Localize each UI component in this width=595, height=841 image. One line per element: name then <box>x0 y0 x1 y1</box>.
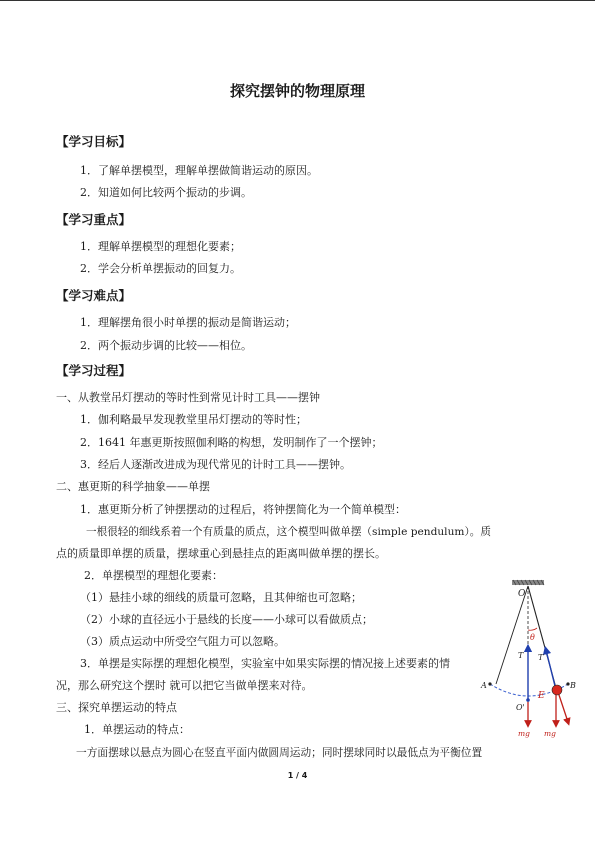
process-line: 一、从教堂吊灯摆动的等时性到常见计时工具——摆钟 <box>56 391 320 404</box>
process-line: 3．经后人逐渐改进成为现代常见的计时工具——摆钟。 <box>80 458 351 471</box>
label-mg-left: mg <box>518 729 530 738</box>
goal-item-1: 1．了解单摆模型，理解单摆做简谐运动的原因。 <box>80 164 318 177</box>
string-left <box>496 586 528 684</box>
label-b: B <box>570 681 576 690</box>
process-line: 2．单摆模型的理想化要素： <box>84 569 223 582</box>
top-border <box>0 0 595 1</box>
process-line: （3）质点运动中所受空气阻力可以忽略。 <box>80 635 285 648</box>
label-theta: θ <box>530 633 535 642</box>
heading-goals: 【学习目标】 <box>56 134 132 149</box>
process-line: 况，那么研究这个摆时 就可以把它当做单摆来对待。 <box>56 679 313 692</box>
process-line: 三、探究单摆运动的特点 <box>56 701 177 714</box>
label-o-bottom: O' <box>516 703 525 712</box>
tension-vector-right <box>546 650 555 686</box>
heading-difficulties: 【学习难点】 <box>56 288 132 303</box>
label-tension-right: T <box>538 653 544 662</box>
page-number: 1 / 4 <box>287 771 308 780</box>
point-o-prime <box>526 698 530 702</box>
pendulum-diagram <box>476 576 586 742</box>
process-line: 2．1641 年惠更斯按照伽利略的构想，发明制作了一个摆钟； <box>80 436 383 449</box>
process-line: 一方面摆球以悬点为圆心在竖直平面内做圆周运动；同时摆球同时以最低点为平衡位置 <box>76 746 483 759</box>
process-line: 点的质量即单摆的质量，摆球重心到悬挂点的距离叫做单摆的摆长。 <box>56 547 386 560</box>
label-o-top: O <box>518 589 526 599</box>
process-line: 一根很轻的细线系着一个有质量的质点，这个模型叫做单摆（simple pendulum）。质 <box>86 526 491 538</box>
process-line: 3．单摆是实际摆的理想化模型，实验室中如果实际摆的情况接上述要素的情 <box>80 657 450 670</box>
angle-arc <box>528 628 537 630</box>
heading-key-points: 【学习重点】 <box>56 212 132 227</box>
page-title: 探究摆钟的物理原理 <box>229 82 365 100</box>
point-a <box>488 682 491 685</box>
label-tension-left: T <box>518 651 524 660</box>
difficulty-item-1: 1．理解摆角很小时单摆的振动是简谐运动； <box>80 316 296 329</box>
key-item-2: 2．学会分析单摆振动的回复力。 <box>80 262 241 275</box>
goal-item-2: 2．知道如何比较两个振动的步调。 <box>80 186 252 199</box>
process-line: 1．伽利略最早发现教堂里吊灯摆动的等时性； <box>80 413 307 426</box>
process-line: 二、惠更斯的科学抽象——单摆 <box>56 480 210 493</box>
heading-process: 【学习过程】 <box>56 363 132 378</box>
gravity-component <box>558 692 568 722</box>
difficulty-item-2: 2．两个振动步调的比较——相位。 <box>80 339 252 352</box>
label-e: E <box>538 691 545 701</box>
label-a: A <box>481 681 487 690</box>
process-line: 1．单摆运动的特点： <box>84 723 190 736</box>
pendulum-bob <box>552 685 562 695</box>
process-line: （1）悬挂小球的细线的质量可忽略，且其伸缩也可忽略； <box>80 591 362 604</box>
process-line: （2）小球的直径远小于悬线的长度——小球可以看做质点； <box>80 613 373 626</box>
process-line: 1．惠更斯分析了钟摆摆动的过程后，将钟摆简化为一个简单模型： <box>80 503 406 516</box>
label-mg-right: mg <box>544 729 556 738</box>
key-item-1: 1．理解单摆模型的理想化要素； <box>80 240 241 253</box>
